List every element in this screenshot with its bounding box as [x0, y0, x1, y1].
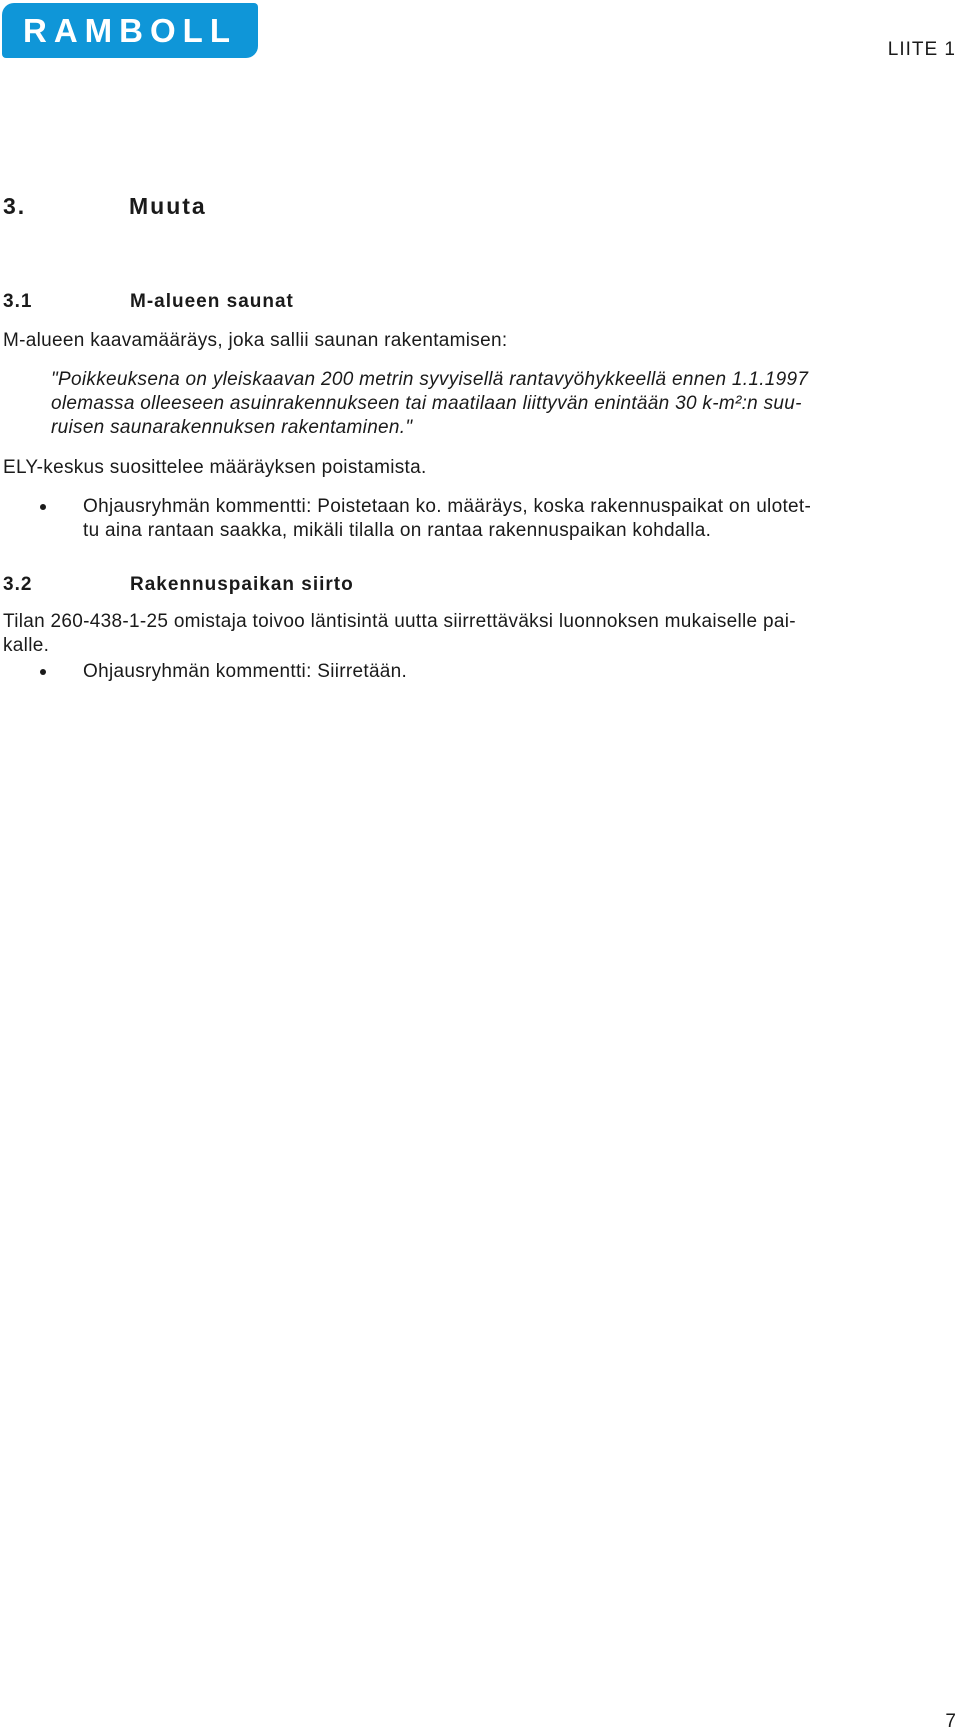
section-3-1-intro: M-alueen kaavamääräys, joka sallii saunan rakentamisen: [3, 330, 508, 351]
section-3-1-title: M-alueen saunat [130, 291, 294, 312]
steering-group-comment-3-1 [40, 495, 950, 543]
section-3-number: 3. [3, 193, 27, 219]
section-3-2-body [3, 610, 953, 658]
section-3-2-number: 3.2 [3, 574, 33, 595]
bullet-icon [40, 504, 46, 510]
comment-line: Ohjausryhmän kommentti: Siirretään. [83, 661, 408, 682]
body-line: Tilan 260-438-1-25 omistaja toivoo läntisintä uutta siirrettäväksi luonnoksen mukaiselle pai- [3, 611, 796, 632]
regulation-quote [51, 368, 951, 440]
comment-line: Ohjausryhmän kommentti: Poistetaan ko. määräys, koska rakennuspaikat on ulotet- [83, 496, 812, 517]
appendix-label: LIITE 1 [887, 39, 956, 60]
comment-line: tu aina rantaan saakka, mikäli tilalla on rantaa rakennuspaikan kohdalla. [83, 520, 712, 541]
ely-recommendation: ELY-keskus suosittelee määräyksen poistamista. [3, 457, 427, 478]
section-3-1-heading [3, 291, 294, 313]
quote-line: olemassa olleeseen asuinrakennukseen tai maatilaan liittyvän enintään 30 k-m²:n suu- [51, 393, 802, 414]
section-3-2-heading [3, 574, 354, 596]
body-line: kalle. [3, 635, 50, 656]
quote-line: "Poikkeuksena on yleiskaavan 200 metrin syvyisellä rantavyöhykkeellä ennen 1.1.1997 [51, 369, 809, 390]
page-number: 7 [945, 1711, 956, 1732]
logo-text: RAMBOLL [23, 11, 237, 49]
section-3-2-title: Rakennuspaikan siirto [130, 574, 354, 595]
section-3-1-number: 3.1 [3, 291, 33, 312]
steering-group-comment-3-2 [40, 660, 950, 684]
section-3-heading [3, 193, 207, 220]
bullet-icon [40, 669, 46, 675]
section-3-title: Muuta [129, 193, 207, 219]
quote-line: ruisen saunarakennuksen rakentaminen." [51, 417, 413, 438]
